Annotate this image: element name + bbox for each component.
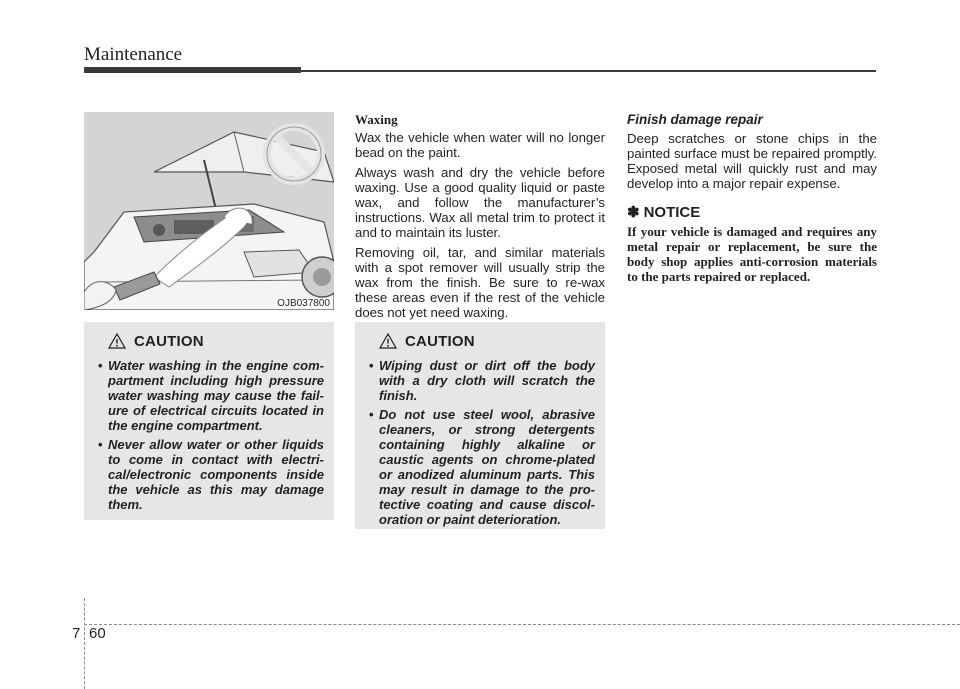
caution-list [94, 358, 324, 512]
notice-body: If your vehicle is damaged and requires any metal repair or replacement, be sure the body shop applies anti-corrosion materials to the parts repaired or replaced. [627, 224, 877, 284]
page-number: 60 [89, 625, 106, 642]
caution-item: • Do not use steel wool, abrasive cleaners, or strong detergents containing highly alkaline or caustic agents on chrome-plated or anodized aluminum parts. This may result in damage to the pro-tective coating and cause discol-oration or paint deterioration. [369, 407, 595, 527]
waxing-heading: Waxing [355, 112, 398, 127]
no-symbol-icon [262, 122, 326, 186]
chapter-number: 7 [72, 625, 81, 642]
caution-box-body-cleaning [355, 322, 605, 529]
waxing-paragraph: Removing oil, tar, and similar materials with a spot remover will usually strip the wax from the finish. Be sure to re-wax these areas even if the rest of the vehicle does not yet need waxing. [355, 245, 605, 320]
finish-repair-paragraph: Deep scratches or stone chips in the painted surface must be repaired promptly. Exposed metal will quickly rust and may develop into a major repair expense. [627, 131, 877, 191]
waxing-paragraph: Wax the vehicle when water will no longer bead on the paint. [355, 130, 605, 160]
caution-item: • Never allow water or other liquids to come in contact with electri-cal/electronic components inside the vehicle as this may damage them. [98, 437, 324, 512]
engine-washing-illustration [84, 112, 334, 310]
footer-rule [84, 624, 960, 625]
finish-repair-section [627, 112, 877, 289]
finish-repair-heading: Finish damage repair [627, 112, 763, 127]
notice-header [627, 205, 877, 220]
caution-item: • Wiping dust or dirt off the body with a dry cloth will scratch the finish. [369, 358, 595, 403]
notice-star-icon: ✽ [627, 204, 640, 221]
caution-header [379, 330, 595, 352]
caution-list [365, 358, 595, 527]
caution-header [108, 330, 324, 352]
header-rule-thick [84, 67, 301, 73]
notice-title: NOTICE [643, 204, 701, 221]
caution-item: • Water washing in the engine com-partment including high pressure water washing may cause the fail-ure of electrical circuits located in the engine compartment. [98, 358, 324, 433]
footer-divider [84, 598, 85, 689]
warning-triangle-icon [108, 333, 126, 349]
header-rule-thin [301, 70, 876, 72]
warning-triangle-icon [379, 333, 397, 349]
waxing-paragraph: Always wash and dry the vehicle before waxing. Use a good quality liquid or paste wax, and follow the manufacturer’s instructions. Wax all metal trim to protect it and to maintain its luster. [355, 165, 605, 240]
page-header-title: Maintenance [84, 44, 183, 65]
image-code: OJB037800 [277, 298, 330, 309]
caution-title: CAUTION [134, 332, 204, 350]
waxing-section [355, 112, 605, 325]
caution-title: CAUTION [405, 332, 475, 350]
caution-box-engine-washing [84, 322, 334, 520]
